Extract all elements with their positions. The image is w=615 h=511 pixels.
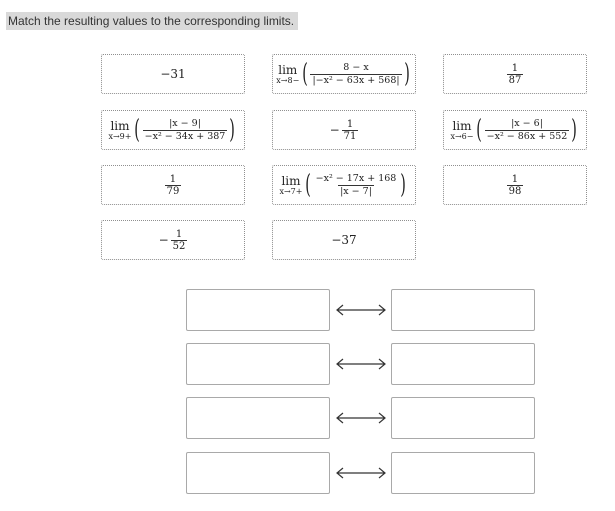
value-card-1-over-87[interactable]: [443, 54, 587, 94]
limit-card-x-to-7-plus[interactable]: [272, 165, 416, 205]
left-paren-icon: (: [305, 170, 312, 200]
match-slot-left-1[interactable]: [186, 289, 330, 331]
match-slot-left-2[interactable]: [186, 343, 330, 385]
right-paren-icon: ): [571, 115, 578, 145]
value-card-neg-1-over-52[interactable]: [101, 220, 245, 260]
right-paren-icon: ): [229, 115, 236, 145]
match-slot-left-3[interactable]: [186, 397, 330, 439]
limit-operator: lim x→7+: [279, 173, 303, 196]
double-arrow-icon: [335, 411, 387, 425]
limit-operator: lim x→9+: [108, 118, 132, 141]
match-slot-right-3[interactable]: [391, 397, 535, 439]
limit-operator: lim x→6−: [450, 118, 474, 141]
double-arrow-icon: [335, 466, 387, 480]
limit-card-x-to-6-minus[interactable]: [443, 110, 587, 150]
value-card-neg-1-over-71[interactable]: [272, 110, 416, 150]
match-slot-right-2[interactable]: [391, 343, 535, 385]
value-fraction: $\frac{1}{79}$: [166, 173, 180, 197]
value-fraction: $\frac{1}{52}$: [172, 228, 186, 252]
limit-card-x-to-8-minus[interactable]: [272, 54, 416, 94]
instruction-text: Match the resulting values to the corresponding limits.: [6, 12, 298, 30]
limit-fraction: $\frac{8 - x}{\text{|−x² − 63x + 568|}}$: [312, 61, 400, 86]
value-card-1-over-79[interactable]: [101, 165, 245, 205]
left-paren-icon: (: [134, 115, 141, 145]
limit-card-x-to-9-plus[interactable]: [101, 110, 245, 150]
value-card-neg37[interactable]: [272, 220, 416, 260]
limit-fraction: $\frac{|x - 9|}{\text{−x² − 34x + 387}}$: [144, 117, 226, 142]
value-fraction: $\frac{1}{87}$: [508, 62, 522, 86]
value-text: −31: [160, 67, 186, 81]
right-paren-icon: ): [403, 59, 410, 89]
limit-fraction: $\frac{|x - 6|}{\text{−x² − 86x + 552}}$: [486, 117, 568, 142]
match-slot-right-4[interactable]: [391, 452, 535, 494]
value-card-1-over-98[interactable]: [443, 165, 587, 205]
limit-fraction: $\frac{\text{−x² − 17x + 168}}{|x - 7|}$: [315, 172, 397, 197]
value-fraction: $\frac{1}{71}$: [343, 118, 357, 142]
minus-sign: −: [158, 233, 169, 247]
value-text: −37: [331, 233, 357, 247]
left-paren-icon: (: [476, 115, 483, 145]
minus-sign: −: [329, 123, 340, 137]
right-paren-icon: ): [400, 170, 407, 200]
match-slot-left-4[interactable]: [186, 452, 330, 494]
match-slot-right-1[interactable]: [391, 289, 535, 331]
double-arrow-icon: [335, 303, 387, 317]
limit-operator: lim x→8−: [276, 62, 300, 85]
double-arrow-icon: [335, 357, 387, 371]
left-paren-icon: (: [302, 59, 309, 89]
value-fraction: $\frac{1}{98}$: [508, 173, 522, 197]
value-card-neg31[interactable]: [101, 54, 245, 94]
